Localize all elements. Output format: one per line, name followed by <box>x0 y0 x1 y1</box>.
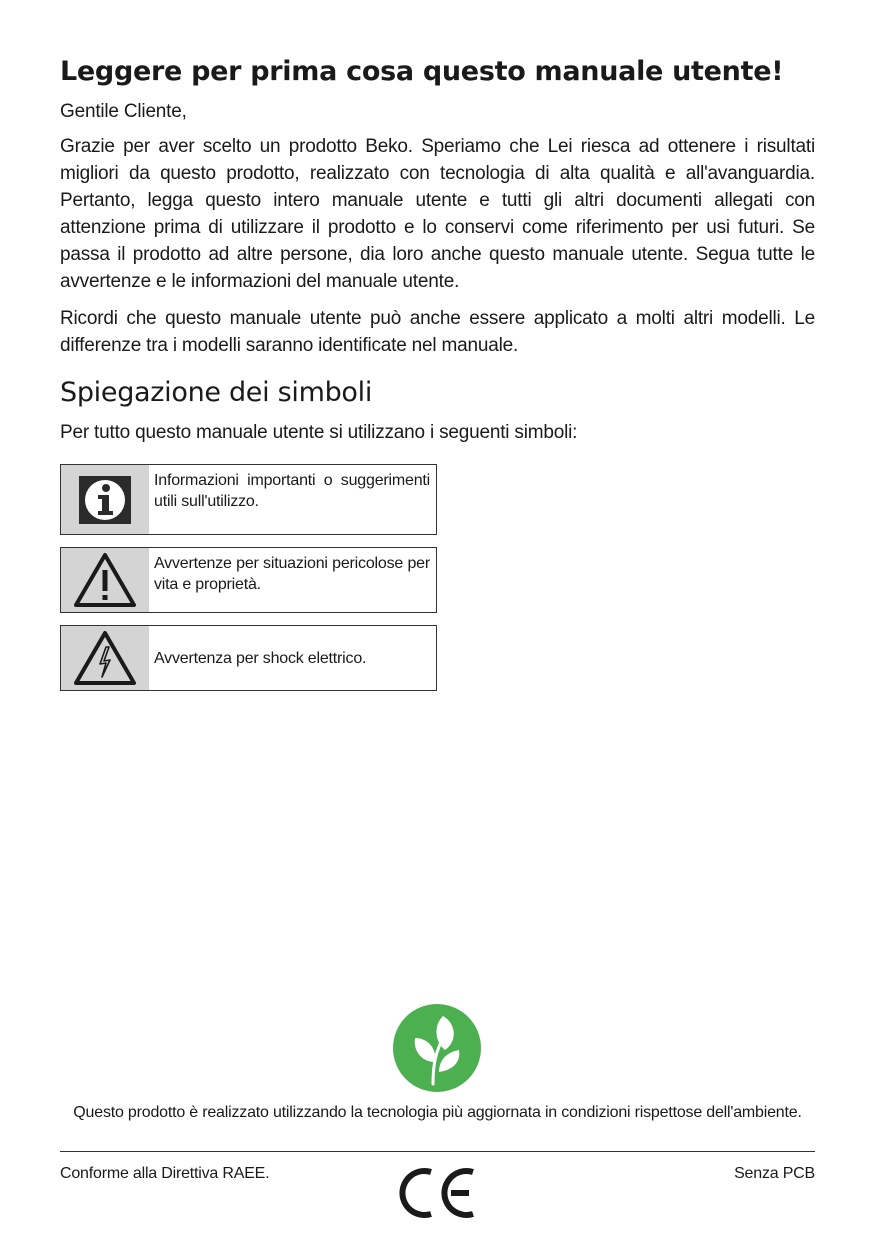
manual-page <box>60 52 815 703</box>
eco-caption: Questo prodotto è realizzato utilizzando la tecnologia più aggiornata in condizioni rispettose dell'ambiente. <box>73 1104 802 1121</box>
pcb-free: Senza PCB <box>734 1165 815 1182</box>
electric-shock-icon <box>73 630 137 686</box>
symbols-heading: Spiegazione dei simboli <box>60 377 373 408</box>
symbol-text-shock: Avvertenza per shock elettrico. <box>154 649 367 667</box>
shock-icon-box <box>61 626 149 690</box>
symbol-text-info: Informazioni importanti o suggerimenti utili sull'utilizzo. <box>154 472 430 510</box>
symbol-row-warning <box>60 547 437 613</box>
ce-mark-icon <box>397 1166 477 1220</box>
info-icon-box <box>61 465 149 534</box>
symbol-row-info <box>60 464 437 535</box>
footer-divider <box>60 1151 815 1152</box>
eco-leaf-icon <box>393 1004 481 1092</box>
symbol-row-shock <box>60 625 437 691</box>
info-icon <box>78 475 132 525</box>
intro-paragraph: Grazie per aver scelto un prodotto Beko. Speriamo che Lei riesca ad ottenere i risultati migliori da questo prodotto, realizzato con tecnologia di alta qualità e all'avanguardia. Pertanto, legga questo intero manuale utente e tutti gli altri documenti allegati con attenzione prima di utilizzare il prodotto e lo conservi come riferimento per usi futuri. Se passa il prodotto ad altre persone, dia loro anche questo manuale utente. Segua tutte le avvertenze e le informazioni del manuale utente. <box>60 136 815 292</box>
warning-triangle-icon <box>73 552 137 608</box>
symbol-text-warning: Avvertenze per situazioni pericolose per vita e proprietà. <box>154 555 430 593</box>
weee-compliance: Conforme alla Direttiva RAEE. <box>60 1165 270 1182</box>
warning-icon-box <box>61 548 149 612</box>
greeting: Gentile Cliente, <box>60 101 187 122</box>
models-paragraph: Ricordi che questo manuale utente può anche essere applicato a molti altri modelli. Le differenze tra i modelli saranno identificate nel manuale. <box>60 308 815 356</box>
symbols-legend <box>60 464 437 691</box>
symbols-intro: Per tutto questo manuale utente si utilizzano i seguenti simboli: <box>60 422 578 443</box>
page-title: Leggere per prima cosa questo manuale utente! <box>60 56 784 87</box>
